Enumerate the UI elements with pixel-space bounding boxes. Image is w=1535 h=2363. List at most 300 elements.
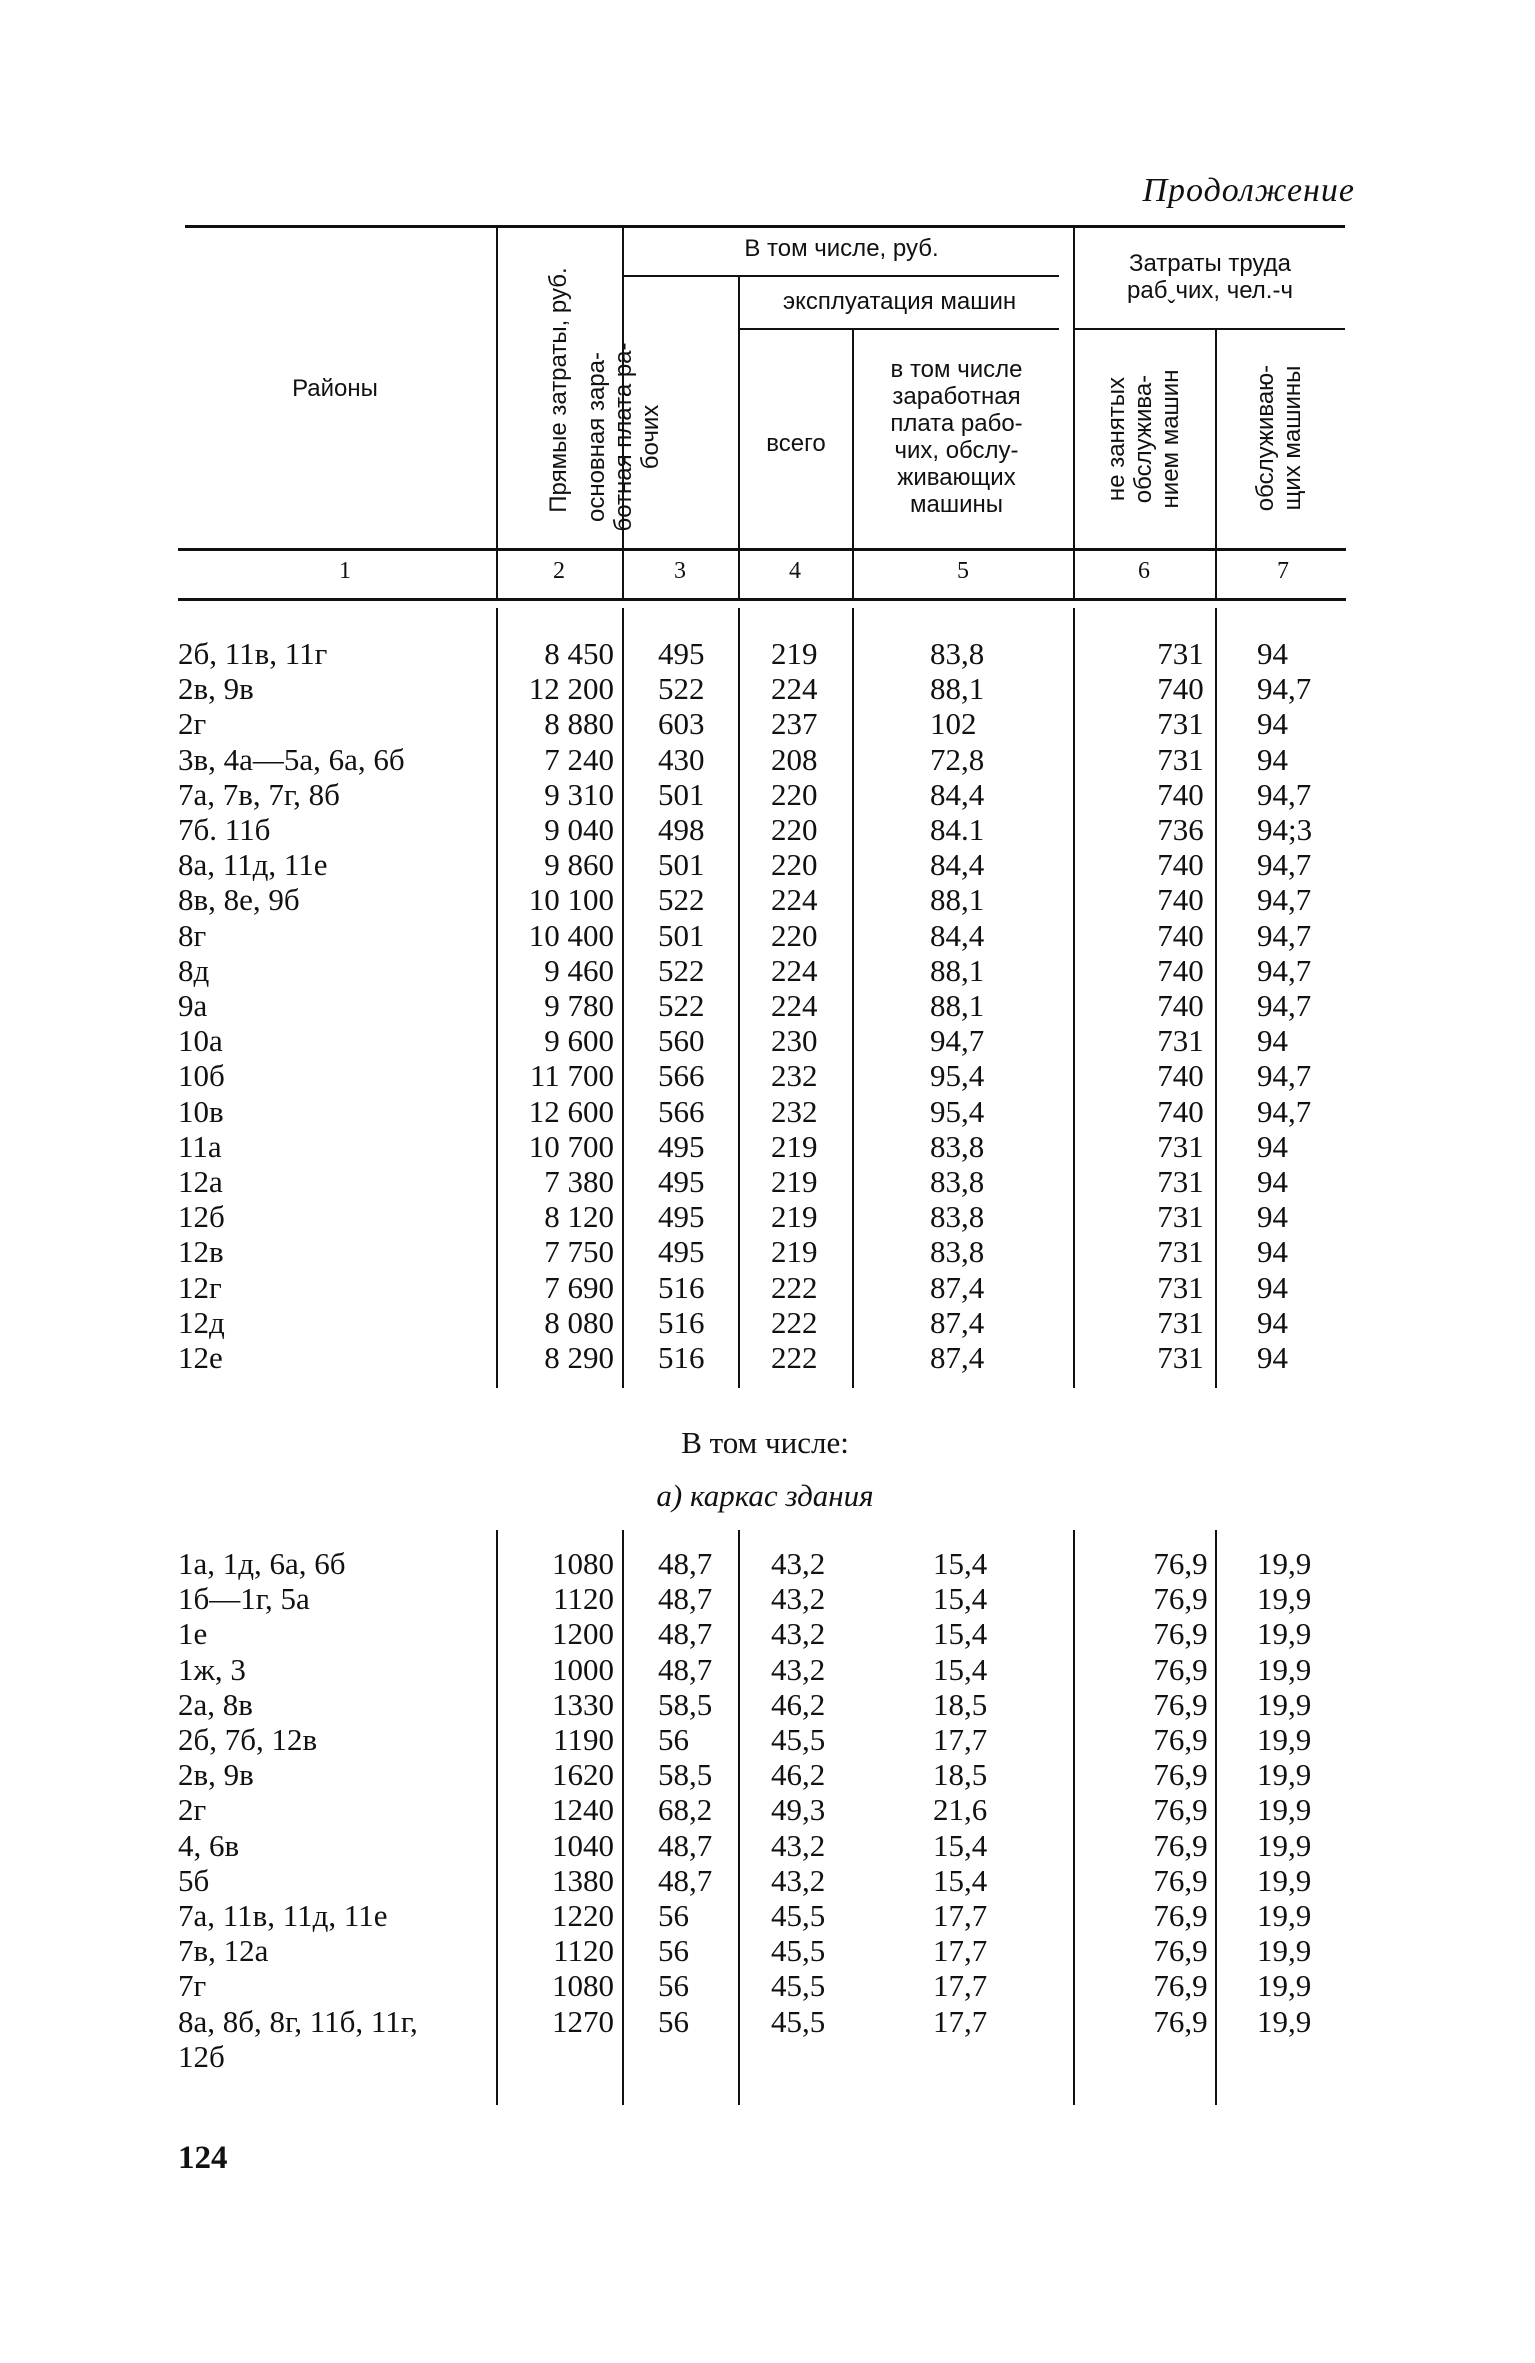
cell-labor-machine: 94;3 bbox=[1257, 812, 1313, 847]
cell-machine-wage: 84,4 bbox=[930, 776, 985, 812]
cell-regions: 12б bbox=[178, 1199, 225, 1235]
cell-labor-not-machine: 76,9 bbox=[1153, 1933, 1208, 1969]
cell-machine-wage: 88,1 bbox=[930, 882, 985, 918]
cell-labor-machine: 94 bbox=[1257, 1164, 1288, 1199]
cell-labor-machine: 19,9 bbox=[1257, 1757, 1312, 1793]
table-row bbox=[178, 1898, 1358, 1933]
cell-machine-wage: 17,7 bbox=[933, 1968, 988, 2004]
cell-labor-not-machine: 731 bbox=[1157, 741, 1204, 777]
table-row bbox=[178, 1270, 1358, 1305]
cell-direct-costs: 9 600 bbox=[544, 1023, 614, 1059]
cell-base-wage: 498 bbox=[658, 812, 705, 847]
table-row bbox=[178, 1581, 1358, 1616]
cell-direct-costs: 12 600 bbox=[528, 1093, 614, 1129]
table-row bbox=[178, 1129, 1358, 1164]
cell-direct-costs: 1000 bbox=[552, 1651, 614, 1687]
cell-direct-costs: 9 860 bbox=[544, 847, 614, 883]
cell-labor-not-machine: 76,9 bbox=[1153, 1581, 1208, 1617]
table-row bbox=[178, 1828, 1358, 1863]
cell-base-wage: 495 bbox=[658, 1199, 705, 1235]
cell-machine-total: 220 bbox=[771, 812, 818, 847]
cell-base-wage: 56 bbox=[658, 1898, 689, 1933]
cell-regions: 7г bbox=[178, 1968, 207, 2004]
cell-labor-not-machine: 76,9 bbox=[1153, 1827, 1208, 1863]
cell-labor-not-machine: 731 bbox=[1157, 1199, 1204, 1235]
cell-machine-wage: 94,7 bbox=[930, 1023, 985, 1059]
table-row bbox=[178, 812, 1358, 847]
cell-machine-total: 220 bbox=[771, 847, 818, 883]
cell-labor-machine: 94 bbox=[1257, 636, 1288, 671]
cell-direct-costs: 7 690 bbox=[544, 1269, 614, 1305]
cell-regions: 1а, 1д, 6а, 6б bbox=[178, 1546, 346, 1581]
header-labor-costs: Затраты труда рабˬчих, чел.-ч bbox=[1127, 250, 1293, 304]
cell-machine-total: 43,2 bbox=[771, 1827, 826, 1863]
cell-labor-not-machine: 731 bbox=[1157, 1023, 1204, 1059]
cell-machine-total: 230 bbox=[771, 1023, 818, 1059]
cell-labor-machine: 94,7 bbox=[1257, 847, 1312, 883]
cell-machine-total: 220 bbox=[771, 917, 818, 953]
cell-base-wage: 48,7 bbox=[658, 1651, 713, 1687]
cell-labor-not-machine: 76,9 bbox=[1153, 2003, 1208, 2039]
cell-regions: 9а bbox=[178, 988, 208, 1023]
cell-machine-wage: 87,4 bbox=[930, 1269, 985, 1305]
cell-machine-wage: 83,8 bbox=[930, 1234, 985, 1270]
cell-labor-machine: 94,7 bbox=[1257, 776, 1312, 812]
cell-machine-total: 222 bbox=[771, 1269, 818, 1305]
table-row bbox=[178, 777, 1358, 812]
table-row bbox=[178, 2039, 1358, 2074]
cell-base-wage: 48,7 bbox=[658, 1827, 713, 1863]
cell-machine-total: 43,2 bbox=[771, 1581, 826, 1617]
col-number: 2 bbox=[553, 558, 565, 584]
cell-regions: 11а bbox=[178, 1128, 222, 1164]
cell-labor-not-machine: 76,9 bbox=[1153, 1862, 1208, 1898]
cell-direct-costs: 7 240 bbox=[544, 741, 614, 777]
cell-machine-wage: 84,4 bbox=[930, 917, 985, 953]
header-machine-serv: обслуживаю- щих машины bbox=[1252, 364, 1306, 512]
cell-direct-costs: 8 880 bbox=[544, 706, 614, 742]
cell-machine-wage: 17,7 bbox=[933, 2003, 988, 2039]
cell-labor-not-machine: 76,9 bbox=[1153, 1898, 1208, 1933]
cell-regions: 10в bbox=[178, 1093, 224, 1129]
col-number: 5 bbox=[957, 558, 969, 584]
cell-regions: 8г bbox=[178, 917, 207, 953]
cell-machine-wage: 88,1 bbox=[930, 988, 985, 1023]
cell-machine-total: 222 bbox=[771, 1340, 818, 1375]
cell-regions: 12д bbox=[178, 1304, 225, 1340]
table-row bbox=[178, 706, 1358, 741]
cell-labor-not-machine: 740 bbox=[1157, 988, 1204, 1023]
col-number: 4 bbox=[789, 558, 801, 584]
header-not-machine: не занятых обслужива- нием машин bbox=[1103, 369, 1184, 509]
cell-labor-machine: 94 bbox=[1257, 1269, 1288, 1305]
cell-labor-machine: 94 bbox=[1257, 1128, 1288, 1164]
cell-direct-costs: 9 310 bbox=[544, 776, 614, 812]
table-row bbox=[178, 1058, 1358, 1093]
cell-base-wage: 501 bbox=[658, 917, 705, 953]
cell-base-wage: 48,7 bbox=[658, 1862, 713, 1898]
cell-direct-costs: 7 380 bbox=[544, 1164, 614, 1199]
cell-regions: 5б bbox=[178, 1862, 210, 1898]
cell-machine-total: 208 bbox=[771, 741, 818, 777]
cell-labor-not-machine: 740 bbox=[1157, 847, 1204, 883]
cell-regions: 12г bbox=[178, 1269, 222, 1305]
cell-base-wage: 522 bbox=[658, 952, 705, 988]
cell-regions: 4, 6в bbox=[178, 1827, 240, 1863]
cell-base-wage: 58,5 bbox=[658, 1686, 713, 1722]
cell-regions: 3в, 4а—5а, 6а, 6б bbox=[178, 741, 405, 777]
table-row bbox=[178, 1340, 1358, 1375]
cell-machine-wage: 83,8 bbox=[930, 1128, 985, 1164]
cell-labor-not-machine: 76,9 bbox=[1153, 1757, 1208, 1793]
cell-base-wage: 516 bbox=[658, 1340, 705, 1375]
cell-base-wage: 516 bbox=[658, 1269, 705, 1305]
cell-regions: 10б bbox=[178, 1058, 225, 1094]
cell-machine-wage: 83,8 bbox=[930, 1199, 985, 1235]
cell-regions: 8д bbox=[178, 952, 210, 988]
cell-labor-machine: 94 bbox=[1257, 1023, 1288, 1059]
cell-labor-not-machine: 731 bbox=[1157, 1340, 1204, 1375]
cell-base-wage: 48,7 bbox=[658, 1581, 713, 1617]
cell-machine-wage: 83,8 bbox=[930, 636, 985, 671]
cell-regions: 12е bbox=[178, 1340, 223, 1375]
cell-machine-wage: 95,4 bbox=[930, 1093, 985, 1129]
table-row bbox=[178, 742, 1358, 777]
cell-machine-total: 45,5 bbox=[771, 1968, 826, 2004]
cell-machine-wage: 83,8 bbox=[930, 1164, 985, 1199]
cell-labor-not-machine: 740 bbox=[1157, 776, 1204, 812]
section-title: В том числе: bbox=[681, 1425, 849, 1460]
cell-regions: 8а, 11д, 11е bbox=[178, 847, 328, 883]
cell-regions: 2г bbox=[178, 1792, 207, 1828]
cell-labor-machine: 19,9 bbox=[1257, 1968, 1312, 2004]
cell-machine-wage: 15,4 bbox=[933, 1827, 988, 1863]
table-row bbox=[178, 1616, 1358, 1651]
page-number: 124 bbox=[178, 2140, 228, 2176]
cell-labor-not-machine: 76,9 bbox=[1153, 1792, 1208, 1828]
cell-regions: 7а, 11в, 11д, 11е bbox=[178, 1898, 388, 1933]
cell-labor-machine: 19,9 bbox=[1257, 1898, 1312, 1933]
cell-regions: 2б, 11в, 11г bbox=[178, 636, 328, 671]
cell-machine-wage: 15,4 bbox=[933, 1862, 988, 1898]
cell-labor-machine: 94,7 bbox=[1257, 952, 1312, 988]
cell-machine-wage: 72,8 bbox=[930, 741, 985, 777]
cell-labor-machine: 94 bbox=[1257, 706, 1288, 742]
cell-direct-costs: 1190 bbox=[553, 1722, 614, 1757]
cell-direct-costs: 1120 bbox=[553, 1933, 614, 1969]
cell-machine-wage: 87,4 bbox=[930, 1304, 985, 1340]
cell-machine-wage: 95,4 bbox=[930, 1058, 985, 1094]
cell-labor-machine: 19,9 bbox=[1257, 1862, 1312, 1898]
cell-base-wage: 566 bbox=[658, 1093, 705, 1129]
cell-machine-total: 43,2 bbox=[771, 1546, 826, 1581]
cell-labor-machine: 94,7 bbox=[1257, 882, 1312, 918]
table-row bbox=[178, 988, 1358, 1023]
cell-labor-not-machine: 740 bbox=[1157, 917, 1204, 953]
table-row bbox=[178, 1933, 1358, 1968]
table-row bbox=[178, 2004, 1358, 2039]
cell-machine-total: 45,5 bbox=[771, 2003, 826, 2039]
col-number: 7 bbox=[1277, 558, 1289, 584]
cell-machine-total: 43,2 bbox=[771, 1651, 826, 1687]
col-number: 6 bbox=[1138, 558, 1150, 584]
cell-labor-not-machine: 736 bbox=[1157, 812, 1204, 847]
cell-labor-not-machine: 731 bbox=[1157, 636, 1204, 671]
cell-machine-total: 45,5 bbox=[771, 1722, 826, 1757]
cell-base-wage: 48,7 bbox=[658, 1616, 713, 1652]
table-row bbox=[178, 1234, 1358, 1269]
cell-base-wage: 495 bbox=[658, 636, 705, 671]
cell-base-wage: 522 bbox=[658, 882, 705, 918]
cell-direct-costs: 9 040 bbox=[544, 812, 614, 847]
cell-base-wage: 495 bbox=[658, 1164, 705, 1199]
cell-base-wage: 501 bbox=[658, 776, 705, 812]
cell-machine-wage: 15,4 bbox=[933, 1616, 988, 1652]
cell-labor-machine: 19,9 bbox=[1257, 1792, 1312, 1828]
cell-base-wage: 501 bbox=[658, 847, 705, 883]
col-number: 3 bbox=[674, 558, 686, 584]
cell-base-wage: 430 bbox=[658, 741, 705, 777]
table-row bbox=[178, 1792, 1358, 1827]
cell-labor-machine: 19,9 bbox=[1257, 1581, 1312, 1617]
cell-machine-total: 224 bbox=[771, 952, 818, 988]
cell-direct-costs: 10 700 bbox=[528, 1128, 614, 1164]
cell-labor-not-machine: 740 bbox=[1157, 882, 1204, 918]
cell-machine-wage: 17,7 bbox=[933, 1933, 988, 1969]
cell-direct-costs: 1380 bbox=[552, 1862, 614, 1898]
cell-regions: 7в, 12а bbox=[178, 1933, 269, 1969]
cell-machine-total: 224 bbox=[771, 882, 818, 918]
cell-regions: 7б. 11б bbox=[178, 812, 271, 847]
cell-machine-total: 222 bbox=[771, 1304, 818, 1340]
cell-regions: 12а bbox=[178, 1164, 223, 1199]
cell-base-wage: 48,7 bbox=[658, 1546, 713, 1581]
header-incl-wage: в том числе заработная плата рабо- чих, обслу- живающих машины bbox=[890, 356, 1023, 518]
cell-labor-machine: 94,7 bbox=[1257, 988, 1312, 1023]
cell-labor-machine: 94 bbox=[1257, 741, 1288, 777]
cell-labor-not-machine: 740 bbox=[1157, 1093, 1204, 1129]
table-row bbox=[178, 1546, 1358, 1581]
header-including: В том числе, руб. bbox=[744, 235, 939, 262]
cell-labor-machine: 19,9 bbox=[1257, 1546, 1312, 1581]
cell-labor-machine: 19,9 bbox=[1257, 1933, 1312, 1969]
cell-machine-total: 219 bbox=[771, 636, 818, 671]
cell-base-wage: 56 bbox=[658, 1933, 689, 1969]
cell-direct-costs: 1120 bbox=[553, 1581, 614, 1617]
cell-labor-machine: 94,7 bbox=[1257, 1058, 1312, 1094]
table-row bbox=[178, 1094, 1358, 1129]
cell-base-wage: 522 bbox=[658, 671, 705, 707]
cell-base-wage: 56 bbox=[658, 1968, 689, 2004]
cell-machine-total: 220 bbox=[771, 776, 818, 812]
col-number: 1 bbox=[339, 558, 351, 584]
cell-base-wage: 603 bbox=[658, 706, 705, 742]
cell-labor-machine: 94 bbox=[1257, 1340, 1288, 1375]
cell-regions: 12в bbox=[178, 1234, 224, 1270]
cell-regions: 1е bbox=[178, 1616, 208, 1652]
header-total: всего bbox=[766, 430, 826, 457]
cell-labor-not-machine: 731 bbox=[1157, 1128, 1204, 1164]
cell-direct-costs: 10 100 bbox=[528, 882, 614, 918]
cell-labor-machine: 19,9 bbox=[1257, 2003, 1312, 2039]
header-base-wage: основная зара- ботная плата ра- бочих bbox=[583, 342, 664, 532]
cell-labor-not-machine: 76,9 bbox=[1153, 1968, 1208, 2004]
cell-direct-costs: 1080 bbox=[552, 1546, 614, 1581]
cell-machine-wage: 87,4 bbox=[930, 1340, 985, 1375]
cell-machine-wage: 17,7 bbox=[933, 1722, 988, 1757]
cell-direct-costs: 12 200 bbox=[528, 671, 614, 707]
table-row bbox=[178, 1199, 1358, 1234]
section-subtitle: а) каркас здания bbox=[656, 1478, 874, 1513]
cell-machine-wage: 21,6 bbox=[933, 1792, 988, 1828]
cell-direct-costs: 8 120 bbox=[544, 1199, 614, 1235]
cell-labor-not-machine: 76,9 bbox=[1153, 1651, 1208, 1687]
table-row bbox=[178, 1164, 1358, 1199]
header-regions: Районы bbox=[292, 375, 378, 402]
cell-direct-costs: 1080 bbox=[552, 1968, 614, 2004]
table-row bbox=[178, 1757, 1358, 1792]
cell-labor-not-machine: 76,9 bbox=[1153, 1616, 1208, 1652]
cell-direct-costs: 8 080 bbox=[544, 1304, 614, 1340]
cell-machine-total: 224 bbox=[771, 671, 818, 707]
cell-regions: 2в, 9в bbox=[178, 1757, 254, 1793]
cell-machine-wage: 84,4 bbox=[930, 847, 985, 883]
cell-machine-wage: 15,4 bbox=[933, 1651, 988, 1687]
cell-labor-not-machine: 76,9 bbox=[1153, 1686, 1208, 1722]
cell-machine-wage: 15,4 bbox=[933, 1546, 988, 1581]
table-row bbox=[178, 953, 1358, 988]
cell-direct-costs: 1200 bbox=[552, 1616, 614, 1652]
cell-machine-total: 49,3 bbox=[771, 1792, 826, 1828]
cell-direct-costs: 10 400 bbox=[528, 917, 614, 953]
table-row bbox=[178, 1652, 1358, 1687]
cell-labor-machine: 94 bbox=[1257, 1199, 1288, 1235]
cell-machine-wage: 18,5 bbox=[933, 1686, 988, 1722]
cell-machine-total: 232 bbox=[771, 1058, 818, 1094]
cell-machine-total: 43,2 bbox=[771, 1862, 826, 1898]
cell-labor-not-machine: 731 bbox=[1157, 1269, 1204, 1305]
table-row bbox=[178, 636, 1358, 671]
cell-direct-costs: 1620 bbox=[552, 1757, 614, 1793]
cell-labor-not-machine: 731 bbox=[1157, 1304, 1204, 1340]
cell-machine-total: 45,5 bbox=[771, 1933, 826, 1969]
cell-base-wage: 522 bbox=[658, 988, 705, 1023]
cell-regions: 2г bbox=[178, 706, 207, 742]
cell-labor-not-machine: 731 bbox=[1157, 1164, 1204, 1199]
cell-direct-costs: 11 700 bbox=[529, 1058, 614, 1094]
cell-regions: 2в, 9в bbox=[178, 671, 254, 707]
cell-machine-wage: 88,1 bbox=[930, 952, 985, 988]
cell-labor-machine: 94,7 bbox=[1257, 1093, 1312, 1129]
cell-machine-total: 46,2 bbox=[771, 1757, 826, 1793]
header-machine-operation: эксплуатация машин bbox=[782, 288, 1017, 315]
cell-regions: 2б, 7б, 12в bbox=[178, 1722, 318, 1757]
cell-direct-costs: 1240 bbox=[552, 1792, 614, 1828]
cell-direct-costs: 8 450 bbox=[544, 636, 614, 671]
cell-direct-costs: 1220 bbox=[552, 1898, 614, 1933]
cell-machine-total: 219 bbox=[771, 1199, 818, 1235]
table-row bbox=[178, 882, 1358, 917]
cell-regions: 12б bbox=[178, 2038, 225, 2074]
header-direct-costs: Прямые затраты, руб. bbox=[545, 267, 572, 513]
cell-labor-not-machine: 731 bbox=[1157, 1234, 1204, 1270]
cell-labor-not-machine: 731 bbox=[1157, 706, 1204, 742]
cell-regions: 2а, 8в bbox=[178, 1686, 253, 1722]
cell-base-wage: 516 bbox=[658, 1304, 705, 1340]
cell-regions: 7а, 7в, 7г, 8б bbox=[178, 776, 340, 812]
table-row bbox=[178, 1023, 1358, 1058]
cell-machine-total: 224 bbox=[771, 988, 818, 1023]
cell-base-wage: 566 bbox=[658, 1058, 705, 1094]
cell-labor-machine: 19,9 bbox=[1257, 1651, 1312, 1687]
cell-machine-total: 219 bbox=[771, 1234, 818, 1270]
cell-machine-total: 43,2 bbox=[771, 1616, 826, 1652]
cell-machine-total: 45,5 bbox=[771, 1898, 826, 1933]
cell-base-wage: 56 bbox=[658, 2003, 689, 2039]
cell-direct-costs: 1330 bbox=[552, 1686, 614, 1722]
cell-labor-machine: 19,9 bbox=[1257, 1722, 1312, 1757]
cell-machine-total: 232 bbox=[771, 1093, 818, 1129]
cell-machine-wage: 15,4 bbox=[933, 1581, 988, 1617]
cell-labor-not-machine: 740 bbox=[1157, 671, 1204, 707]
cell-labor-not-machine: 740 bbox=[1157, 1058, 1204, 1094]
cell-base-wage: 560 bbox=[658, 1023, 705, 1059]
cell-base-wage: 56 bbox=[658, 1722, 689, 1757]
continuation-label: Продолжение bbox=[1142, 172, 1355, 209]
table-row bbox=[178, 847, 1358, 882]
cell-direct-costs: 1270 bbox=[552, 2003, 614, 2039]
cell-labor-machine: 94,7 bbox=[1257, 671, 1312, 707]
cell-base-wage: 58,5 bbox=[658, 1757, 713, 1793]
cell-machine-wage: 102 bbox=[930, 706, 977, 742]
cell-labor-not-machine: 740 bbox=[1157, 952, 1204, 988]
cell-labor-machine: 94,7 bbox=[1257, 917, 1312, 953]
table-row bbox=[178, 1305, 1358, 1340]
cell-direct-costs: 8 290 bbox=[544, 1340, 614, 1375]
cell-labor-machine: 19,9 bbox=[1257, 1616, 1312, 1652]
cell-direct-costs: 9 460 bbox=[544, 952, 614, 988]
cell-machine-total: 219 bbox=[771, 1128, 818, 1164]
cell-regions: 8а, 8б, 8г, 11б, 11г, bbox=[178, 2003, 418, 2039]
table-row bbox=[178, 918, 1358, 953]
cell-machine-total: 46,2 bbox=[771, 1686, 826, 1722]
cell-direct-costs: 1040 bbox=[552, 1827, 614, 1863]
cell-machine-total: 219 bbox=[771, 1164, 818, 1199]
table-row bbox=[178, 1687, 1358, 1722]
cell-labor-not-machine: 76,9 bbox=[1153, 1546, 1208, 1581]
table-row bbox=[178, 1863, 1358, 1898]
cell-labor-not-machine: 76,9 bbox=[1153, 1722, 1208, 1757]
cell-direct-costs: 9 780 bbox=[544, 988, 614, 1023]
cell-regions: 1б—1г, 5а bbox=[178, 1581, 310, 1617]
cell-base-wage: 495 bbox=[658, 1128, 705, 1164]
cell-machine-wage: 88,1 bbox=[930, 671, 985, 707]
cell-base-wage: 68,2 bbox=[658, 1792, 713, 1828]
cell-machine-total: 237 bbox=[771, 706, 818, 742]
cell-regions: 10а bbox=[178, 1023, 223, 1059]
cell-labor-machine: 94 bbox=[1257, 1304, 1288, 1340]
cell-labor-machine: 19,9 bbox=[1257, 1686, 1312, 1722]
cell-regions: 1ж, 3 bbox=[178, 1651, 246, 1687]
cell-machine-wage: 17,7 bbox=[933, 1898, 988, 1933]
cell-labor-machine: 19,9 bbox=[1257, 1827, 1312, 1863]
cell-direct-costs: 7 750 bbox=[544, 1234, 614, 1270]
cell-labor-machine: 94 bbox=[1257, 1234, 1288, 1270]
cell-machine-wage: 18,5 bbox=[933, 1757, 988, 1793]
table-row bbox=[178, 1968, 1358, 2003]
table-row bbox=[178, 671, 1358, 706]
table-row bbox=[178, 1722, 1358, 1757]
